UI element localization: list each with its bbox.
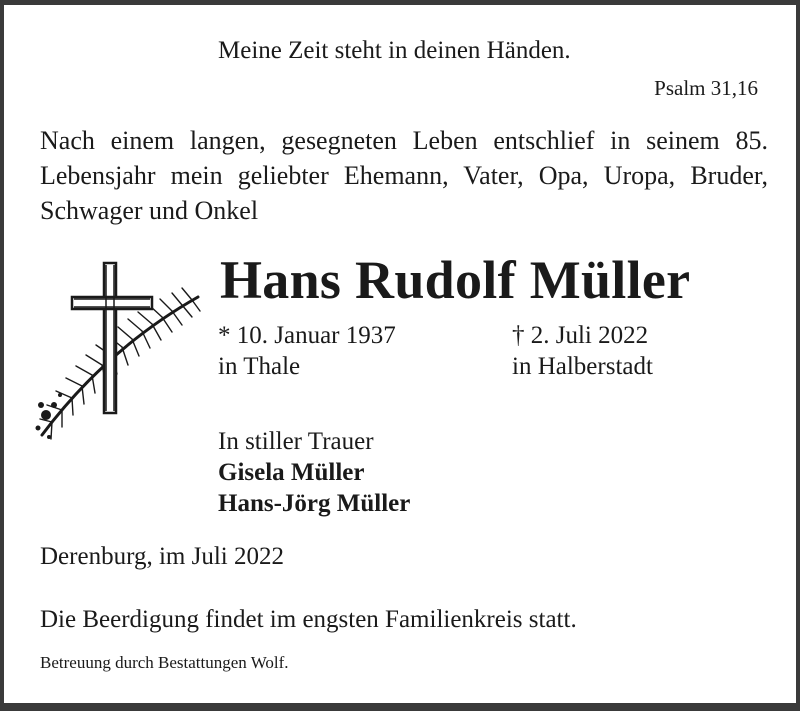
death-place: in Halberstadt [512, 353, 653, 380]
intro-text: Nach einem langen, gesegneten Leben entschlief in seinem 85. Lebensjahr mein geliebter Ehemann, Vater, Opa, Uropa, Bruder, Schwager und Onkel [40, 126, 768, 225]
birth-date: * 10. Januar 1937 [218, 322, 396, 349]
funeral-note: Die Beerdigung findet im engsten Familienkreis statt. [40, 606, 577, 633]
place-and-date: Derenburg, im Juli 2022 [40, 543, 284, 570]
mourning-heading: In stiller Trauer [218, 428, 374, 455]
mourner-name: Hans-Jörg Müller [218, 490, 411, 517]
death-date: † 2. Juli 2022 [512, 322, 649, 349]
mourner-name: Gisela Müller [218, 459, 365, 486]
bible-verse: Meine Zeit steht in deinen Händen. [218, 37, 571, 64]
birth-info [218, 320, 396, 382]
death-info [512, 320, 653, 382]
mourners-block [218, 426, 410, 519]
verse-reference: Psalm 31,16 [654, 76, 758, 100]
undertaker-note: Betreuung durch Bestattungen Wolf. [40, 653, 289, 672]
deceased-name: Hans Rudolf Müller [220, 250, 691, 310]
cross-with-palm-branch-icon [32, 255, 204, 450]
birth-place: in Thale [218, 353, 301, 380]
